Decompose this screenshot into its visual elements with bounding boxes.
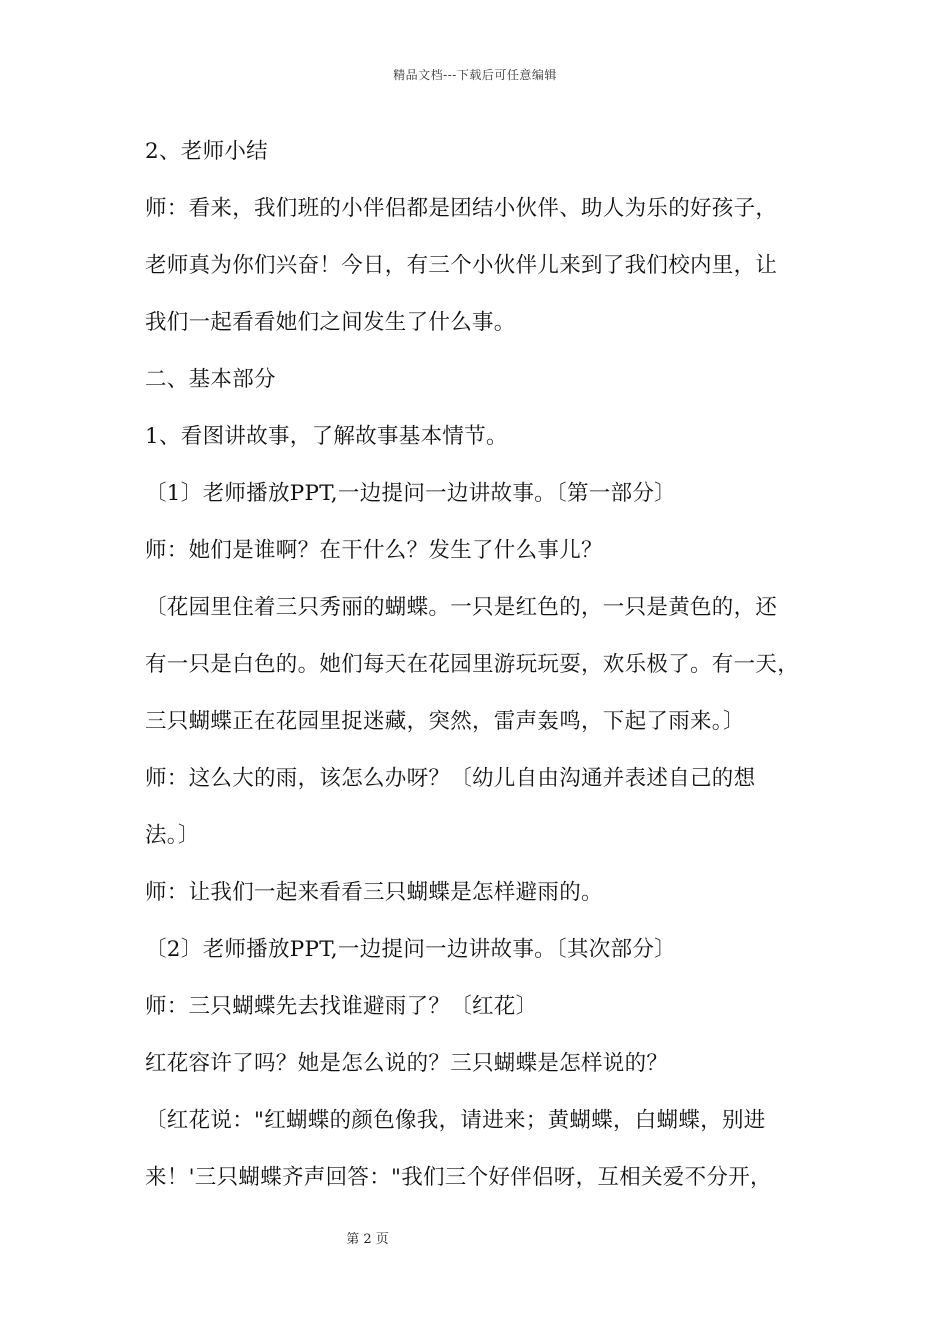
paragraph-line: 有一只是白色的。她们每天在花园里游玩玩耍，欢乐极了。有一天， (145, 652, 800, 677)
paragraph-line: 老师真为你们兴奋！今日，有三个小伙伴儿来到了我们校内里，让 (145, 253, 778, 278)
paragraph-line: 〔1〕老师播放PPT,一边提问一边讲故事。〔第一部分〕 (145, 481, 676, 506)
paragraph-line: 二、基本部分 (145, 367, 276, 392)
paragraph-line: 来！'三只蝴蝶齐声回答："我们三个好伴侣呀，互相关爱不分开， (145, 1165, 772, 1190)
paragraph-line: 1、看图讲故事，了解故事基本情节。 (145, 424, 508, 449)
page-number: 第 2 页 (346, 1232, 389, 1247)
paragraph-line: 红花容许了吗？她是怎么说的？三只蝴蝶是怎样说的？ (145, 1051, 669, 1076)
paragraph-line: 〔2〕老师播放PPT,一边提问一边讲故事。〔其次部分〕 (145, 937, 676, 962)
paragraph-line: 三只蝴蝶正在花园里捉迷藏，突然，雷声轰鸣，下起了雨来。〕 (145, 709, 745, 734)
paragraph-line: 师：看来，我们班的小伴侣都是团结小伙伴、助人为乐的好孩子， (145, 196, 778, 221)
paragraph-line: 师：让我们一起来看看三只蝴蝶是怎样避雨的。 (145, 880, 603, 905)
paragraph-line: 师：这么大的雨，该怎么办呀？〔幼儿自由沟通并表述自己的想 (145, 766, 756, 791)
page-header: 精品文档---下载后可任意编辑 (393, 68, 557, 82)
paragraph-line: 师：她们是谁啊？在干什么？发生了什么事儿？ (145, 538, 603, 563)
document-body (145, 130, 835, 1213)
paragraph-line: 2、老师小结 (145, 139, 268, 164)
paragraph-line: 〔红花说："红蝴蝶的颜色像我，请进来；黄蝴蝶，白蝴蝶，别进 (145, 1108, 766, 1133)
paragraph-line: 〔花园里住着三只秀丽的蝴蝶。一只是红色的，一只是黄色的，还 (145, 595, 778, 620)
paragraph-line: 师：三只蝴蝶先去找谁避雨了？〔红花〕 (145, 994, 538, 1019)
paragraph-line: 法。〕 (145, 823, 200, 848)
paragraph-line: 我们一起看看她们之间发生了什么事。 (145, 310, 516, 335)
